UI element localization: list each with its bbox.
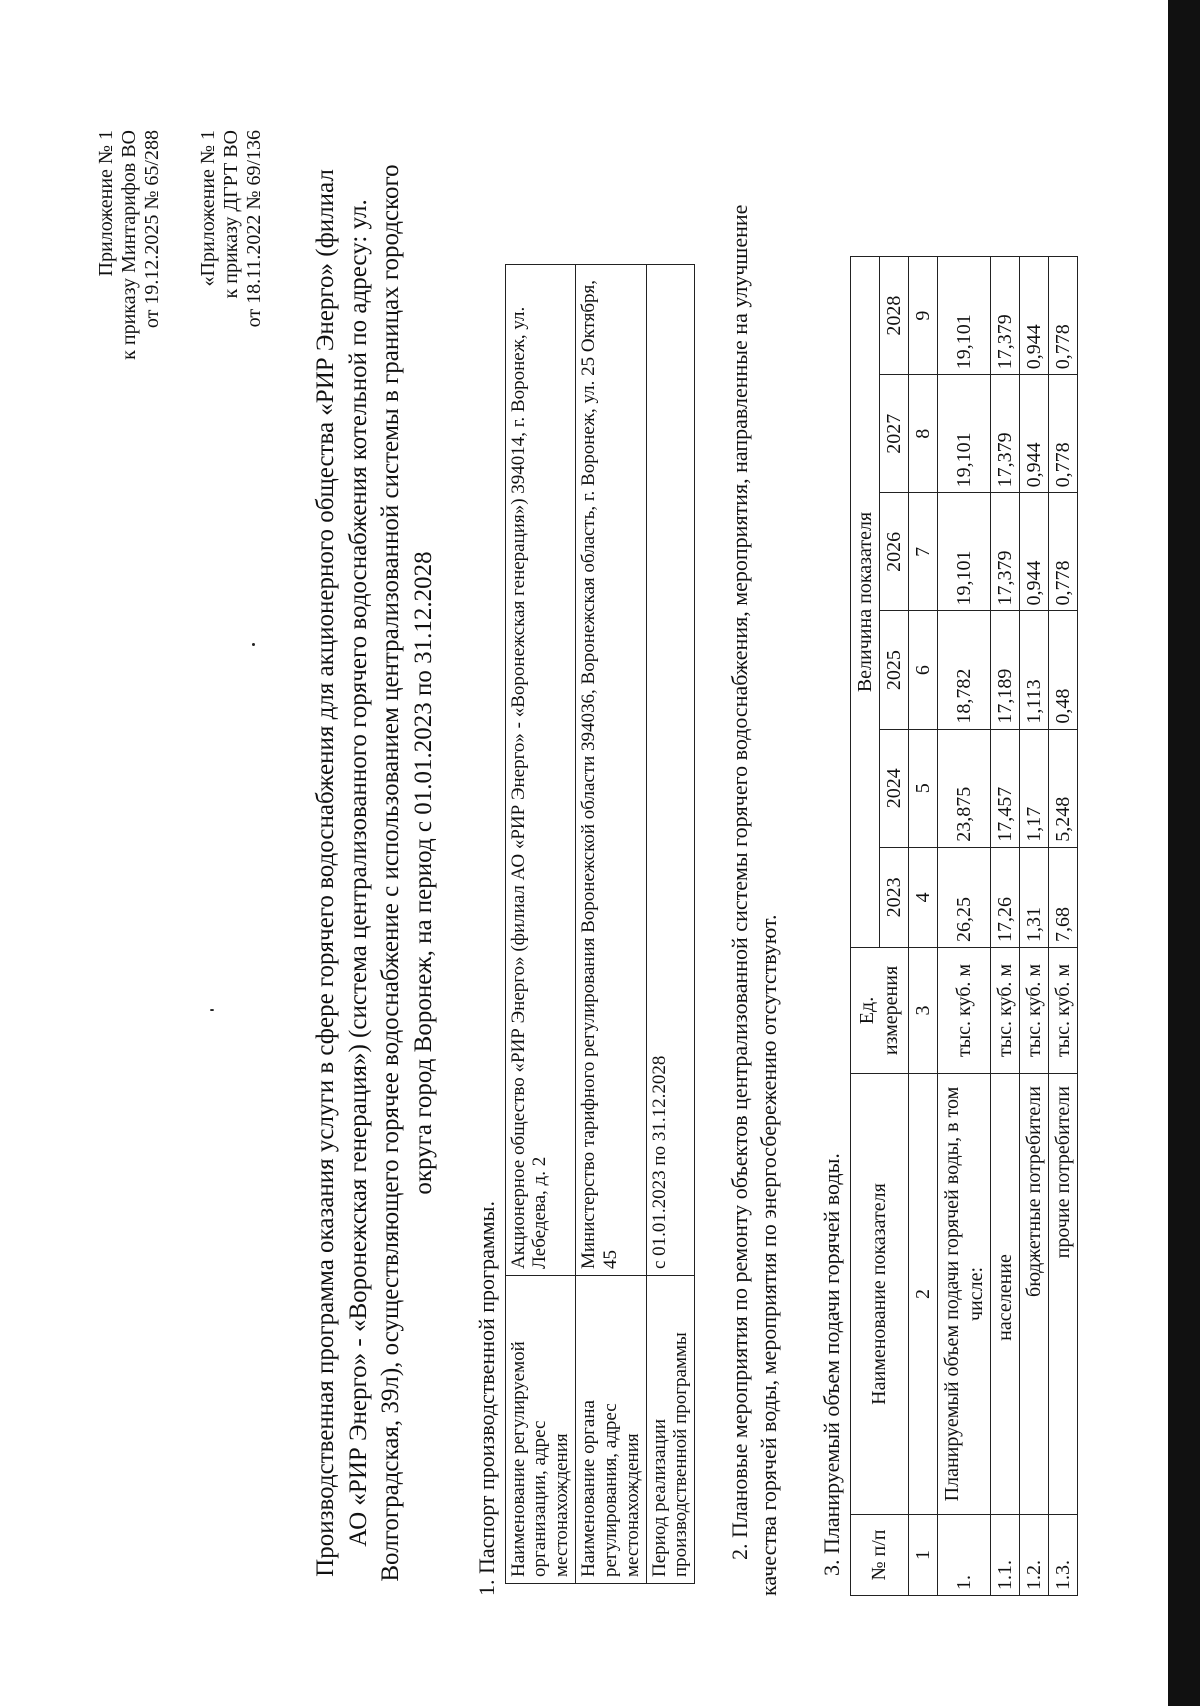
row-value: 0,48 [1048,611,1077,729]
column-number-row [908,257,937,1596]
row-value: 17,379 [990,375,1019,493]
row-value: 17,379 [990,493,1019,611]
table-row [1048,257,1077,1596]
row-value: 19,101 [937,493,990,611]
table-row [646,265,695,1584]
row-name: прочие потребители [1048,1074,1077,1515]
header-name: Наименование показателя [850,1074,908,1515]
row-value: 0,944 [1019,375,1048,493]
row-num: 1. [937,1515,990,1596]
row-value: 17,26 [990,847,1019,947]
passport-value: с 01.01.2023 по 31.12.2028 [646,265,695,1276]
row-name: Планируемый объем подачи горячей воды, в том числе: [937,1074,990,1515]
volume-table [850,256,1078,1596]
ref-line: от 18.11.2022 № 69/136 [242,130,265,328]
row-value: 19,101 [937,375,990,493]
row-num: 1.3. [1048,1515,1077,1596]
row-value: 17,189 [990,611,1019,729]
column-number: 3 [908,948,937,1074]
table-row [937,257,990,1596]
row-value: 17,457 [990,729,1019,847]
passport-table [505,264,696,1584]
column-number: 5 [908,729,937,847]
previous-order-reference [197,130,267,1596]
header-year: 2023 [879,847,908,947]
column-number: 4 [908,847,937,947]
column-number: 7 [908,493,937,611]
row-value: 0,944 [1019,493,1048,611]
passport-label: Наименование регулируемой организации, адрес местонахождения [505,1276,576,1584]
header-year: 2027 [879,375,908,493]
row-num: 1.2. [1019,1515,1048,1596]
table-row [576,265,647,1584]
row-value: 5,248 [1048,729,1077,847]
row-unit: тыс. куб. м [1048,948,1077,1074]
header-num: № п/п [850,1515,908,1596]
row-value: 0,778 [1048,257,1077,375]
row-value: 0,778 [1048,375,1077,493]
row-value: 7,68 [1048,847,1077,947]
row-value: 19,101 [937,257,990,375]
row-unit: тыс. куб. м [990,948,1019,1074]
table-header-row [850,257,879,1596]
row-num: 1.1. [990,1515,1019,1596]
row-value: 1,17 [1019,729,1048,847]
header-year: 2026 [879,493,908,611]
table-row [505,265,576,1584]
header-unit: Ед. измерения [850,948,908,1074]
header-year: 2024 [879,729,908,847]
ref-line: от 19.12.2025 № 65/288 [141,130,164,329]
section1-heading: 1. Паспорт производственной программы. [474,1201,500,1596]
passport-value: Акционерное общество «РИР Энерго» (филиал АО «РИР Энерго» - «Воронежская генерация») 394014, г. Воронеж, ул. Лебедева, д. 2 [505,265,576,1276]
ref-line: к приказу ДГРТ ВО [219,130,242,299]
table-row [1019,257,1048,1596]
row-value: 26,25 [937,847,990,947]
passport-label: Период реализации производственной программы [646,1276,695,1584]
passport-value: Министерство тарифного регулирования Воронежской области 394036, Воронежская область, г. Воронеж, ул. 25 Октября, 45 [576,265,647,1276]
column-number: 9 [908,257,937,375]
table-row [990,257,1019,1596]
scan-edge-bar [1168,0,1200,1706]
column-number: 2 [908,1074,937,1515]
ref-line: «Приложение № 1 [196,130,219,287]
row-value: 1,31 [1019,847,1048,947]
row-name: население [990,1074,1019,1515]
row-value: 1,113 [1019,611,1048,729]
column-number: 8 [908,375,937,493]
column-number: 6 [908,611,937,729]
section2-text: 2. Плановые мероприятия по ремонту объектов централизованной системы горячего водоснабжения, мероприятия, направленные на улучшение качества горячей воды, мероприятия по энергосбережению отсутствуют. [727,204,782,1596]
row-unit: тыс. куб. м [937,948,990,1074]
column-number: 1 [908,1515,937,1596]
header-year: 2028 [879,257,908,375]
row-value: 18,782 [937,611,990,729]
ref-line: к приказу Минтарифов ВО [118,130,141,360]
row-value: 0,944 [1019,257,1048,375]
row-value: 23,875 [937,729,990,847]
scan-speck [252,643,255,646]
row-value: 17,379 [990,257,1019,375]
header-year: 2025 [879,611,908,729]
section3-heading: 3. Планируемый объем подачи горячей воды. [819,1153,845,1576]
scan-speck [210,1009,214,1011]
order-references [95,130,266,1596]
row-value: 0,778 [1048,493,1077,611]
row-unit: тыс. куб. м [1019,948,1048,1074]
header-group: Величина показателя [850,257,879,948]
ref-line: Приложение № 1 [95,130,117,277]
current-order-reference [95,130,165,1596]
passport-label: Наименование органа регулирования, адрес местонахождения [576,1276,647,1584]
row-name: бюджетные потребители [1019,1074,1048,1515]
document-title: Производственная программа оказания услуги в сфере горячего водоснабжения для акционерного общества «РИР Энерго» (филиал АО «РИР Энерго» - «Воронежская генерация») (система централизованного горячего водоснабжения котельной по адресу: ул. Волгоградская, 39л), осуществляющего горячее водоснабжение с использованием централизованной системы в границах городского округа город Воронеж, на период с 01.01.2023 по 31.12.2028 [312,164,437,1582]
